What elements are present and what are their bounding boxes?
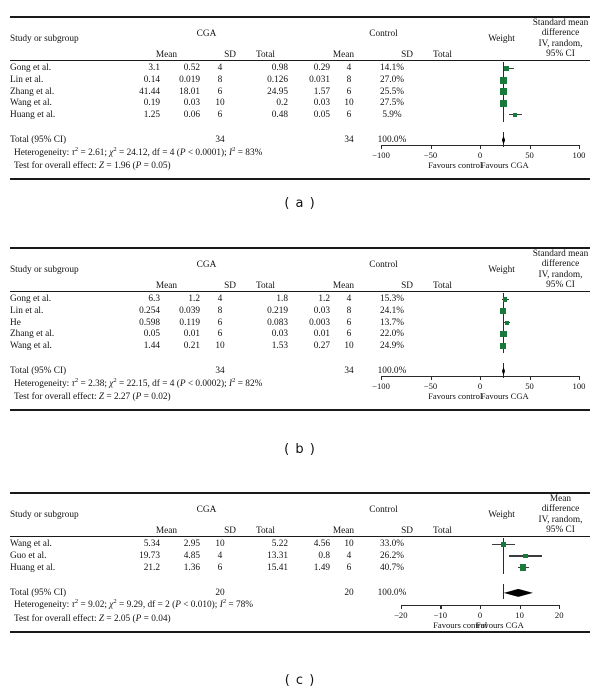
cga-total: 4 [217,294,223,305]
col-header-control-sd: SD [401,525,413,536]
col-header-control-mean: Mean [332,280,354,291]
panel-header-rule [10,60,590,61]
overall-effect-line: Test for overall effect: Z = 1.96 (P = 0.05) [14,161,171,172]
cga-total: 6 [217,317,223,328]
weight-value: 5.9% [382,109,402,120]
forest-table [10,494,590,536]
effect-marker [500,88,507,95]
cga-mean: 6.3 [148,294,160,305]
axis-tick [579,376,580,380]
axis-tick [480,145,481,149]
weight-value: 15.3% [379,294,404,305]
control-total: 6 [346,109,352,120]
axis-tick-label: 100 [572,381,586,391]
cga-mean: 0.05 [143,329,160,340]
forest-axis-b [372,376,586,406]
heterogeneity-line: Heterogeneity: $\tau^2 = 2.61$; $\chi^2 = 24.12$, df = 4 (P < 0.0001); $I^2 = 83\%$ [14,145,263,158]
study-name: Lin et al. [10,75,44,86]
axis-tick-label: −100 [372,381,390,391]
total-control: 34 [344,135,354,146]
weight-value: 25.5% [379,86,404,97]
heterogeneity-line: Heterogeneity: $\tau^2 = 9.02$; $\chi^2 = 9.29$, df = 2 (P < 0.010); $I^2 = 78\%$ [14,598,254,611]
col-header-study: Study or subgroup [10,509,79,520]
cga-total: 8 [217,306,223,317]
zero-line [503,108,504,122]
control-mean: 24.95 [267,86,288,97]
control-mean: 0.03 [271,329,288,340]
cga-total: 10 [215,340,225,351]
panel-header-rule [10,536,590,537]
cga-total: 6 [217,329,223,340]
control-mean: 0.2 [276,98,288,109]
cga-total: 4 [217,551,223,562]
control-total: 4 [346,551,352,562]
control-sd: 0.01 [313,329,330,340]
summary-diamond [504,589,533,597]
axis-tick-label: −100 [372,150,390,160]
study-name: Lin et al. [10,306,44,317]
study-name: Zhang et al. [10,329,55,340]
panel-bottom-rule [10,409,590,411]
axis-tick [401,605,402,609]
control-mean: 0.126 [267,75,288,86]
control-total: 10 [344,340,354,351]
axis-tick [520,605,521,609]
control-total: 6 [346,562,352,573]
col-header-control-total: Total [433,280,452,291]
col-header-cga-sd: SD [224,49,236,60]
axis-tick-label: −50 [423,381,438,391]
effect-marker [500,77,507,84]
control-sd: 0.03 [313,306,330,317]
favours-left-label: Favours control [433,620,488,630]
total-cga: 34 [215,135,225,146]
cga-mean: 0.598 [139,317,160,328]
cga-total: 10 [215,98,225,109]
forest-row-plot [416,562,590,574]
control-sd: 4.56 [313,539,330,550]
col-header-cga-group: CGA [196,259,217,270]
zero-line [503,584,504,599]
cga-total: 6 [217,86,223,97]
cga-sd: 18.01 [179,86,200,97]
total-cga: 34 [215,366,225,377]
col-header-control-mean: Mean [332,525,354,536]
control-total: 6 [346,317,352,328]
favours-right-label: Favours CGA [480,160,529,170]
col-header-weight: Weight [488,33,515,44]
axis-tick [579,145,580,149]
cga-sd: 0.01 [183,329,200,340]
forest-data-table [10,63,590,147]
col-header-weight: Weight [488,509,515,520]
zero-line [503,561,504,575]
weight-value: 26.2% [379,551,404,562]
cga-sd: 0.119 [179,317,200,328]
axis-tick [480,605,481,609]
col-header-cga-total: Total [256,525,275,536]
weight-value: 24.9% [379,340,404,351]
total-row [10,586,590,599]
cga-sd: 0.03 [183,98,200,109]
forest-table [10,18,590,60]
overall-effect-line: Test for overall effect: Z = 2.05 (P = 0.04) [14,614,171,625]
total-control: 20 [344,587,354,598]
control-total: 4 [346,294,352,305]
cga-total: 8 [217,75,223,86]
total-label: Total (95% CI) [10,587,67,598]
cga-mean: 0.14 [143,75,160,86]
control-mean: 0.48 [271,109,288,120]
cga-sd: 2.95 [183,539,200,550]
col-header-cga-mean: Mean [155,49,177,60]
control-mean: 15.41 [267,562,288,573]
study-name: Wang et al. [10,539,52,550]
plot-title: Mean difference IV, random, 95% CI [538,494,583,536]
control-total: 10 [344,98,354,109]
axis-tick-label: 10 [515,610,524,620]
control-sd: 0.29 [313,63,330,74]
total-cga: 20 [215,587,225,598]
panel-bottom-rule [10,178,590,180]
forest-row-plot [416,109,590,121]
forest-data-table [10,539,590,600]
weight-value: 24.1% [379,306,404,317]
cga-total: 10 [215,539,225,550]
control-mean: 13.31 [267,551,288,562]
cga-sd: 0.039 [179,306,200,317]
effect-marker [504,66,509,71]
control-total: 4 [346,63,352,74]
weight-value: 27.0% [379,75,404,86]
total-weight: 100.0% [377,366,407,377]
col-header-study: Study or subgroup [10,33,79,44]
axis-tick [530,145,531,149]
cga-mean: 1.25 [143,109,160,120]
col-header-cga-sd: SD [224,280,236,291]
cga-mean: 21.2 [143,562,160,573]
control-total: 10 [344,539,354,550]
control-total: 8 [346,306,352,317]
axis-tick [480,376,481,380]
control-sd: 0.05 [313,109,330,120]
header-row-groups [10,249,590,270]
axis-tick-label: 50 [525,150,534,160]
axis-tick [431,376,432,380]
control-total: 8 [346,75,352,86]
effect-marker [505,321,509,325]
forest-table [10,249,590,291]
cga-total: 6 [217,109,223,120]
weight-value: 14.1% [379,63,404,74]
forest-axis-c [381,605,579,635]
panel-header-rule [10,291,590,292]
axis-tick-label: 0 [477,150,483,160]
effect-marker [501,542,507,548]
col-header-cga-total: Total [256,49,275,60]
control-sd: 1.49 [313,562,330,573]
col-header-study: Study or subgroup [10,264,79,275]
study-name: He [10,317,21,328]
header-row-groups [10,18,590,39]
col-header-cga-sd: SD [224,525,236,536]
weight-value: 13.7% [379,317,404,328]
control-mean: 0.083 [267,317,288,328]
overall-effect-line: Test for overall effect: Z = 2.27 (P = 0.02) [14,392,171,403]
weight-value: 40.7% [379,562,404,573]
favours-right-label: Favours CGA [475,620,524,630]
effect-marker [513,113,517,117]
cga-total: 6 [217,562,223,573]
cga-mean: 1.44 [143,340,160,351]
effect-marker [503,297,507,301]
control-sd: 0.27 [313,340,330,351]
col-header-control-total: Total [433,49,452,60]
axis-tick-label: 100 [572,150,586,160]
forest-data-table [10,294,590,378]
effect-marker [500,343,507,350]
control-mean: 0.98 [271,63,288,74]
axis-tick-label: 0 [477,381,483,391]
control-sd: 1.2 [318,294,330,305]
cga-mean: 5.34 [143,539,160,550]
control-mean: 5.22 [271,539,288,550]
panel-letter-a: ( a ) [284,196,316,211]
forest-row-plot [416,340,590,352]
table-row [10,562,590,574]
study-name: Huang et al. [10,562,56,573]
cga-sd: 0.06 [183,109,200,120]
col-header-control-mean: Mean [332,49,354,60]
header-row-groups [10,494,590,515]
study-name: Gong et al. [10,294,52,305]
study-name: Wang et al. [10,340,52,351]
favours-left-label: Favours control [428,391,483,401]
weight-value: 33.0% [379,539,404,550]
effect-marker [500,331,506,337]
table-row [10,109,590,121]
cga-sd: 1.2 [188,294,200,305]
panel-letter-b: ( b ) [284,442,316,457]
study-name: Huang et al. [10,109,56,120]
axis-tick-label: 0 [477,610,483,620]
control-mean: 1.53 [271,340,288,351]
control-mean: 1.8 [276,294,288,305]
col-header-control-group: Control [369,28,398,39]
study-name: Guo et al. [10,551,47,562]
axis-tick [530,376,531,380]
col-header-cga-mean: Mean [155,280,177,291]
col-header-cga-group: CGA [196,28,217,39]
axis-tick-label: 50 [525,381,534,391]
axis-tick [381,376,382,380]
axis-tick [381,145,382,149]
panel-letter-c: ( c ) [284,673,316,688]
col-header-control-sd: SD [401,280,413,291]
col-header-control-group: Control [369,504,398,515]
control-sd: 0.8 [318,551,330,562]
col-header-cga-total: Total [256,280,275,291]
control-sd: 0.031 [309,75,330,86]
weight-value: 22.0% [379,329,404,340]
control-mean: 0.219 [267,306,288,317]
control-total: 6 [346,329,352,340]
total-control: 34 [344,366,354,377]
control-sd: 1.57 [313,86,330,97]
cga-sd: 1.36 [183,562,200,573]
plot-title: Standard mean difference IV, random, 95% CI [532,18,589,60]
forest-total-plot [416,586,590,599]
study-name: Zhang et al. [10,86,55,97]
plot-title: Standard mean difference IV, random, 95% CI [532,249,589,291]
col-header-control-total: Total [433,525,452,536]
col-header-weight: Weight [488,264,515,275]
col-header-control-sd: SD [401,49,413,60]
effect-marker [500,308,507,315]
cga-mean: 19.73 [139,551,160,562]
axis-tick-label: 20 [554,610,564,620]
axis-tick-label: −10 [433,610,448,620]
favours-right-label: Favours CGA [480,391,529,401]
cga-mean: 41.44 [139,86,160,97]
total-weight: 100.0% [377,135,407,146]
study-name: Wang et al. [10,98,52,109]
heterogeneity-line: Heterogeneity: $\tau^2 = 2.38$; $\chi^2 = 22.15$, df = 4 (P < 0.0002); $I^2 = 82\%$ [14,376,263,389]
effect-marker [523,554,528,559]
total-label: Total (95% CI) [10,366,67,377]
weight-value: 27.5% [379,98,404,109]
axis-tick-label: −20 [394,610,408,620]
axis-tick-label: −50 [423,150,438,160]
control-sd: 0.03 [313,98,330,109]
study-name: Gong et al. [10,63,52,74]
forest-axis-a [372,145,586,175]
effect-marker [520,564,526,570]
cga-mean: 3.1 [148,63,160,74]
cga-sd: 4.85 [183,551,200,562]
total-label: Total (95% CI) [10,135,67,146]
favours-left-label: Favours control [428,160,483,170]
cga-sd: 0.52 [183,63,200,74]
effect-marker [500,100,507,107]
cga-mean: 0.254 [139,306,160,317]
cga-total: 4 [217,63,223,74]
cga-sd: 0.019 [179,75,200,86]
axis-tick [559,605,560,609]
cga-sd: 0.21 [183,340,200,351]
control-total: 6 [346,86,352,97]
table-row [10,340,590,352]
axis-tick [440,605,441,609]
control-sd: 0.003 [309,317,330,328]
axis-tick [431,145,432,149]
total-weight: 100.0% [377,587,407,598]
col-header-cga-mean: Mean [155,525,177,536]
col-header-cga-group: CGA [196,504,217,515]
cga-mean: 0.19 [143,98,160,109]
col-header-control-group: Control [369,259,398,270]
